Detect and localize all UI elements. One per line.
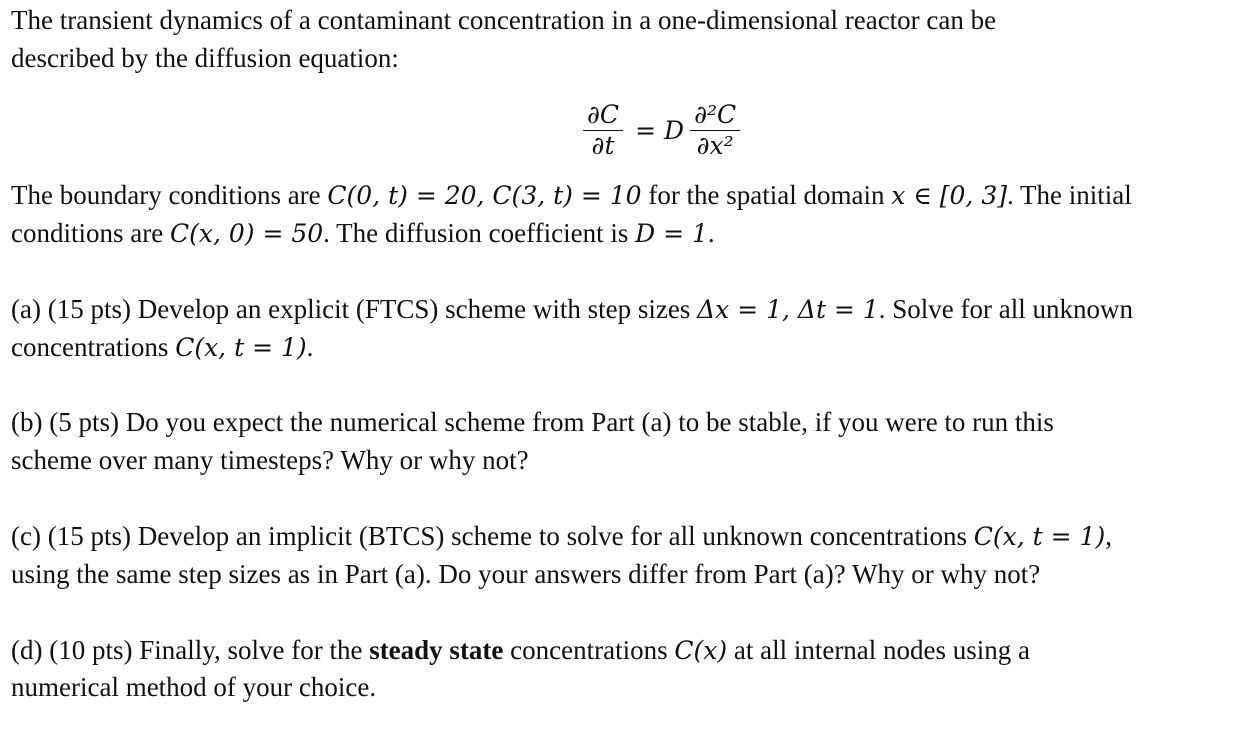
intro-text-1: The transient dynamics of a contaminant concentration in a one-dimensional reactor can be (11, 5, 997, 35)
part-c-line-1 (11, 518, 1112, 555)
lhs-numerator: ∂C (587, 99, 620, 129)
intro-line-2 (11, 40, 399, 76)
rhs-denominator: ∂x² (696, 130, 734, 160)
part-d-line-2 (11, 669, 376, 705)
conditions-text: for the spatial domain (641, 180, 892, 210)
step-sizes-math: Δx = 1, Δt = 1 (697, 295, 879, 324)
part-a-text: (a) (15 pts) Develop an explicit (FTCS) scheme with step sizes (11, 294, 698, 324)
rhs-numerator: ∂²C (694, 99, 737, 129)
part-b-line-1 (11, 404, 1054, 440)
lhs-fraction (583, 100, 623, 161)
part-d-math: C(x) (674, 636, 728, 665)
domain-math: x ∈ [0, 3] (891, 181, 1007, 210)
part-b-text: scheme over many timesteps? Why or why not? (11, 445, 529, 475)
part-a-text: concentrations (11, 332, 176, 362)
intro-line-1 (11, 2, 996, 38)
conditions-text: conditions are (11, 218, 170, 248)
coefficient-value-math: D = 1 (635, 219, 708, 248)
initial-condition-math: C(x, 0) = 50 (169, 219, 324, 248)
intro-text-2: described by the diffusion equation: (11, 43, 399, 73)
conditions-text: . The initial (1006, 180, 1132, 210)
conditions-text: The boundary conditions are (11, 180, 328, 210)
part-c-text: (c) (15 pts) Develop an implicit (BTCS) scheme to solve for all unknown concentrations (11, 521, 974, 551)
part-d-line-1 (11, 632, 1030, 669)
lhs-denominator: ∂t (591, 130, 615, 160)
conditions-text: . (707, 218, 715, 248)
diffusion-equation (11, 94, 1247, 166)
diffusion-coefficient-symbol: D (664, 115, 685, 145)
part-d-text: (d) (10 pts) Finally, solve for the (11, 635, 370, 665)
rhs-fraction (690, 100, 740, 161)
conditions-text: . The diffusion coefficient is (323, 218, 636, 248)
part-c-text: using the same step sizes as in Part (a). Do your answers differ from Part (a)? Why or why not? (11, 559, 1041, 589)
part-a-line-2 (11, 329, 313, 366)
equals-sign: = (635, 115, 657, 145)
steady-state-emphasis: steady state (369, 635, 504, 665)
part-b-text: (b) (5 pts) Do you expect the numerical scheme from Part (a) to be stable, if you were to run this (11, 407, 1054, 437)
part-d-text: concentrations (503, 635, 675, 665)
part-c-math: C(x, t = 1) (973, 522, 1106, 551)
part-a-text: . (306, 332, 314, 362)
conditions-line-2 (11, 215, 715, 252)
conditions-line-1 (11, 177, 1132, 214)
part-b-line-2 (11, 442, 529, 478)
part-a-line-1 (11, 291, 1133, 328)
part-c-text: , (1105, 521, 1112, 551)
part-d-text: at all internal nodes using a (727, 635, 1031, 665)
part-a-text: . Solve for all unknown (878, 294, 1133, 324)
boundary-conditions-math: C(0, t) = 20, C(3, t) = 10 (327, 181, 642, 210)
part-d-text: numerical method of your choice. (11, 672, 377, 702)
part-c-line-2 (11, 556, 1040, 592)
part-a-math: C(x, t = 1) (175, 333, 307, 362)
